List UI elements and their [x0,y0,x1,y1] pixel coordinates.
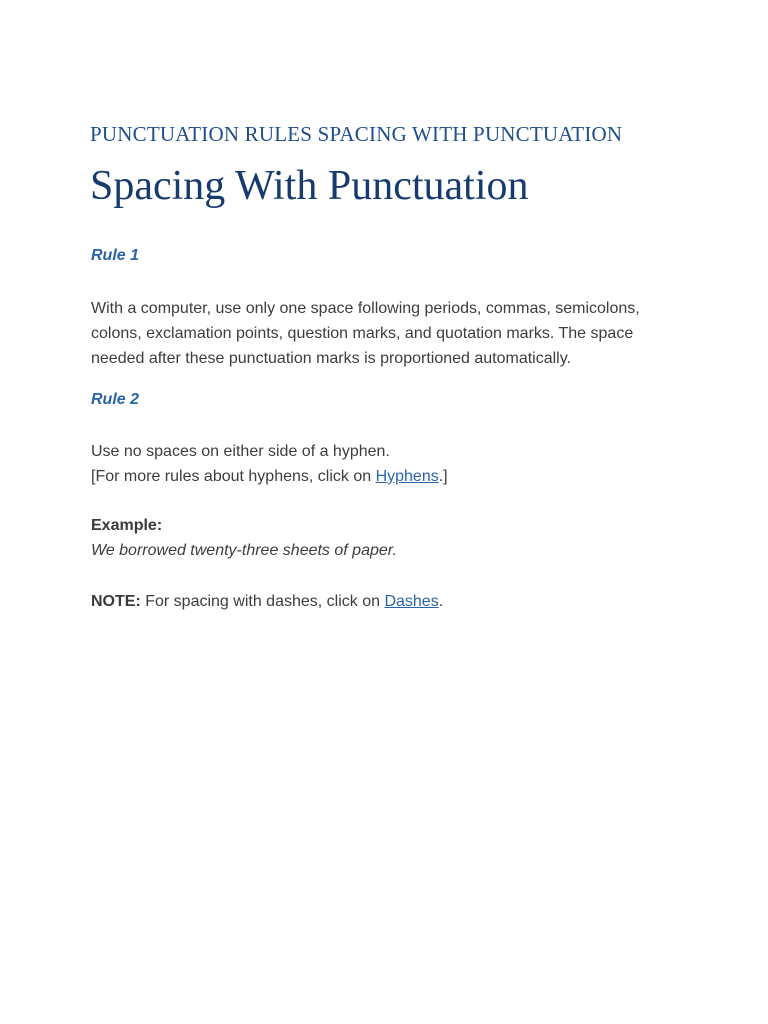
dashes-link[interactable]: Dashes [384,593,439,610]
page-title: Spacing With Punctuation [90,163,529,209]
example-label: Example: [91,517,163,534]
hyphens-reference [91,464,681,489]
hyphens-reference-suffix: .] [438,468,448,485]
breadcrumb: PUNCTUATION RULES SPACING WITH PUNCTUATION [90,122,623,146]
rule-2-heading: Rule 2 [91,391,140,408]
rule-2-block [91,439,681,489]
note-block [91,589,443,614]
hyphens-link[interactable]: Hyphens [375,468,439,485]
note-label: NOTE: [91,593,141,610]
rule-2-text: Use no spaces on either side of a hyphen. [91,443,390,460]
example-block [91,513,397,563]
note-suffix: . [438,593,444,610]
example-text: We borrowed twenty-three sheets of paper. [91,542,397,559]
hyphens-reference-prefix: [For more rules about hyphens, click on [91,468,376,485]
note-text: For spacing with dashes, click on [140,593,385,610]
rule-1-text: With a computer, use only one space following periods, commas, semicolons, colons, exclamation points, question marks, and quotation marks. The space needed after these punctuation marks is proportioned automatically. [91,300,640,367]
rule-1-heading: Rule 1 [91,247,140,264]
